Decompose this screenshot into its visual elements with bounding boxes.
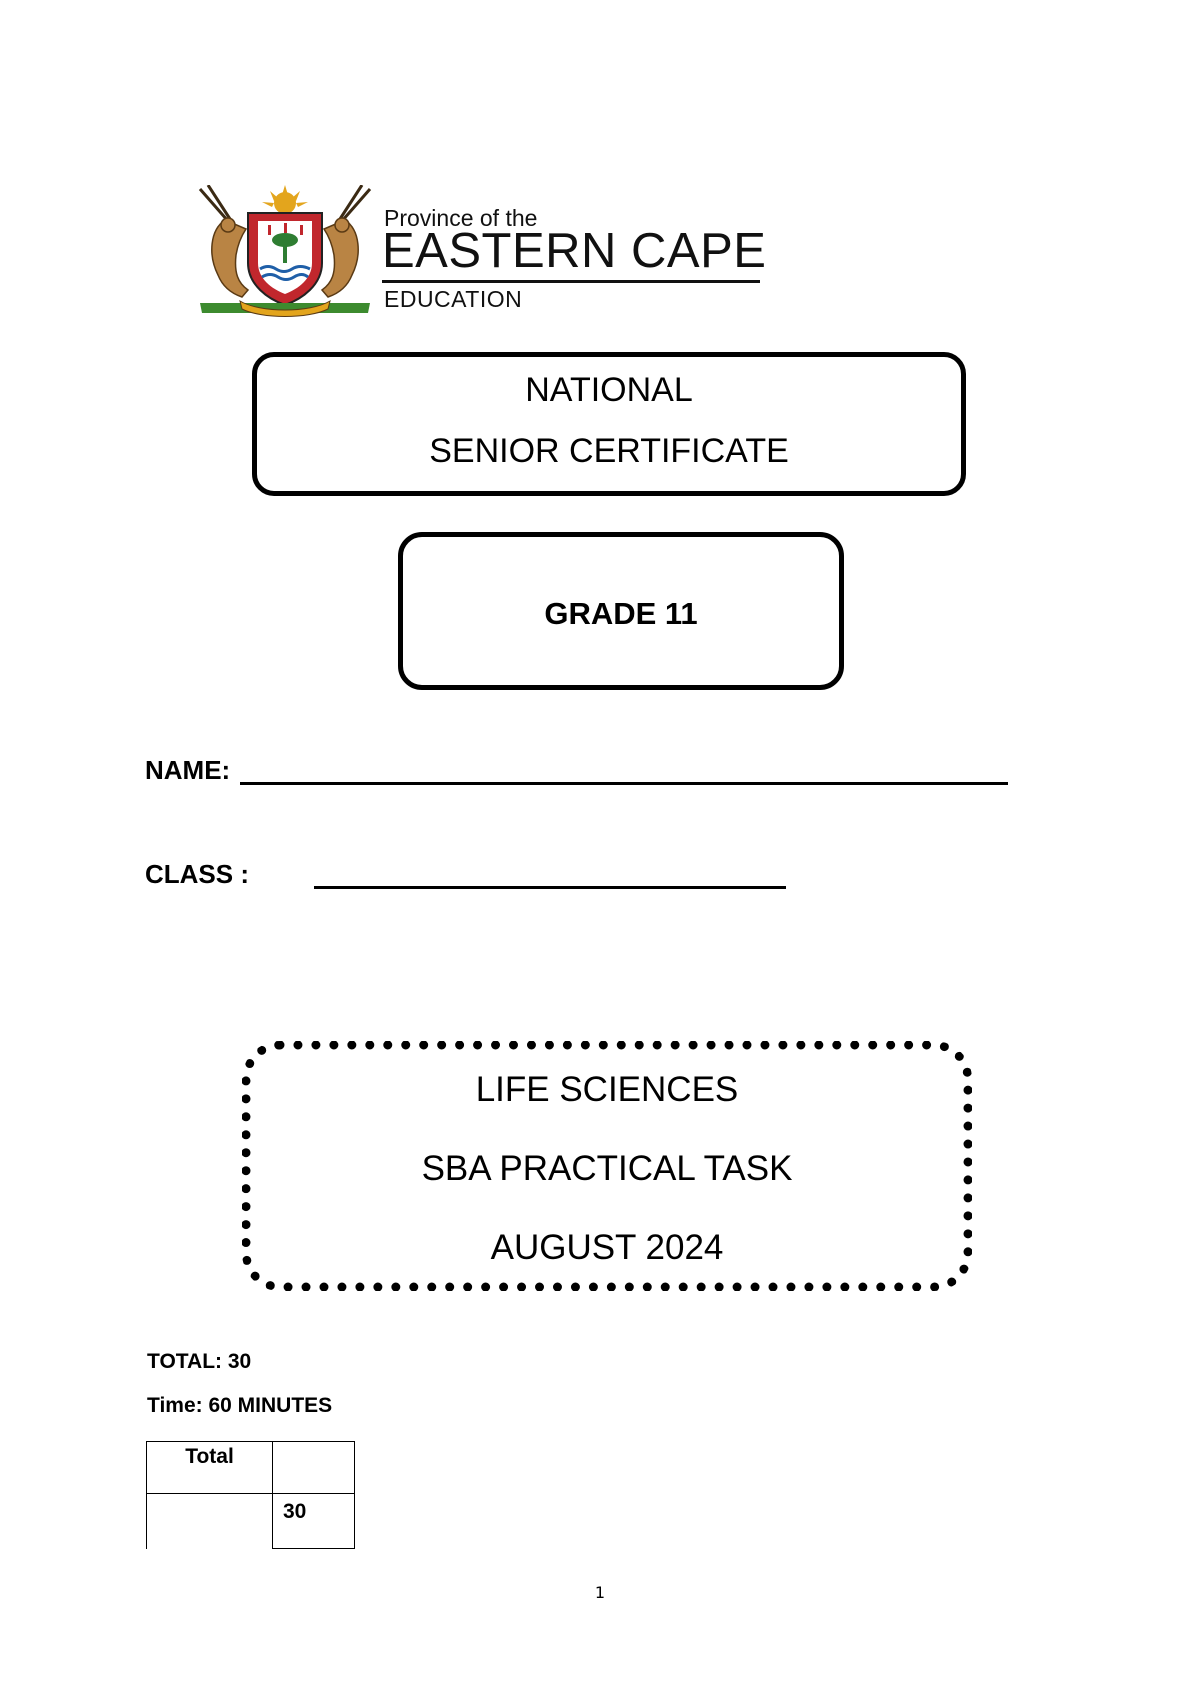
total-marks-text: TOTAL: 30 xyxy=(147,1350,252,1373)
time-allowed-text: Time: 60 MINUTES xyxy=(147,1394,333,1417)
grade-box xyxy=(398,532,844,690)
name-label: NAME: xyxy=(145,755,231,785)
subject-box xyxy=(242,1041,972,1291)
page-number: 1 xyxy=(594,1583,606,1602)
grade-label: GRADE 11 xyxy=(544,596,698,631)
marks-table xyxy=(146,1441,355,1549)
certificate-title-box xyxy=(252,352,966,496)
table-row xyxy=(147,1494,355,1549)
logo-text-education: EDUCATION xyxy=(384,286,523,312)
certificate-title-line2: SENIOR CERTIFICATE xyxy=(429,432,789,470)
name-field-line[interactable] xyxy=(240,782,1008,785)
task-date: AUGUST 2024 xyxy=(490,1228,724,1267)
table-cell-total-value: 30 xyxy=(273,1494,355,1549)
table-header-total: Total xyxy=(147,1442,273,1494)
logo-text-eastern-cape: EASTERN CAPE xyxy=(382,224,767,278)
logo-text-province: Province of the xyxy=(384,205,538,231)
eastern-cape-education-logo xyxy=(190,185,770,320)
coat-of-arms-icon xyxy=(190,185,380,320)
table-row xyxy=(147,1442,355,1494)
task-name: SBA PRACTICAL TASK xyxy=(421,1149,793,1188)
certificate-title-line1: NATIONAL xyxy=(525,371,693,409)
table-cell-blank xyxy=(147,1494,273,1549)
logo-underline xyxy=(382,280,760,283)
subject-name: LIFE SCIENCES xyxy=(475,1070,739,1109)
table-cell-empty xyxy=(273,1442,355,1494)
class-label: CLASS : xyxy=(145,859,249,889)
class-field-line[interactable] xyxy=(314,886,786,889)
